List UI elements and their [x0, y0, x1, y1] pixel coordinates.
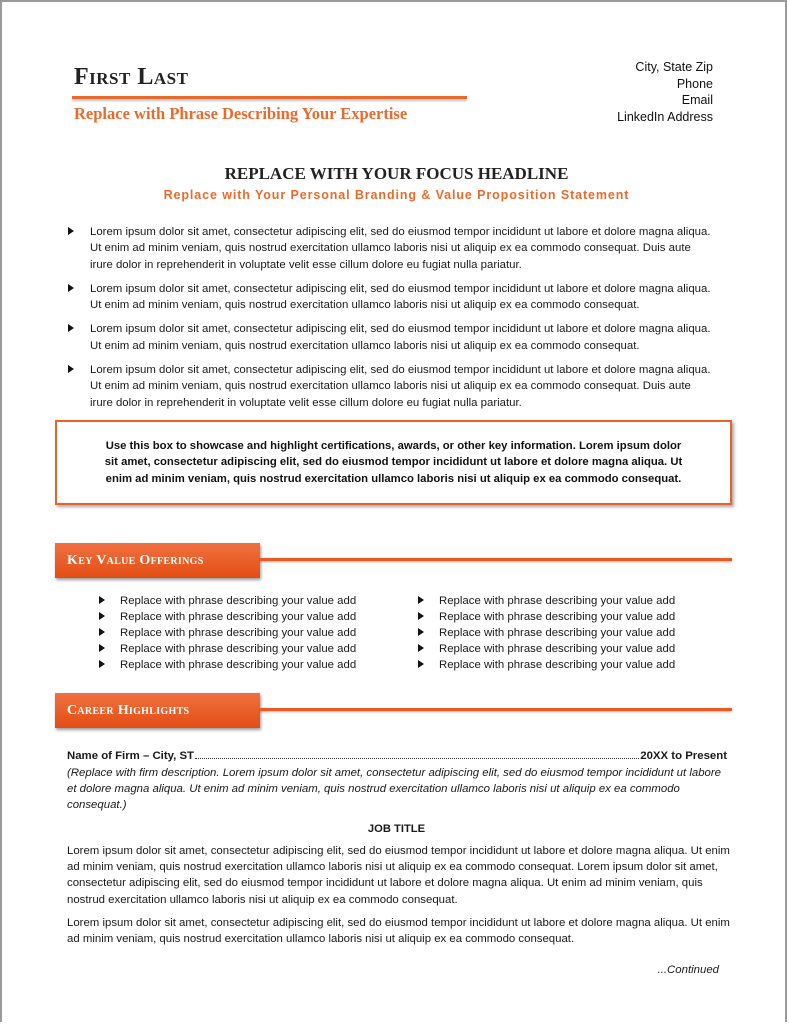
offering-item	[97, 593, 356, 609]
offering-text: Replace with phrase describing your value add	[120, 659, 357, 671]
bullet-arrow-icon	[418, 644, 424, 652]
bullet-arrow-icon	[418, 612, 424, 620]
offering-item	[416, 641, 675, 657]
bullet-arrow-icon	[418, 628, 424, 636]
bullet-text: Lorem ipsum dolor sit amet, consectetur adipiscing elit, sed do eiusmod tempor incididunt ut labore et dolore magna aliqua. Ut enim ad minim veniam, quis nostrud exercitation ullamco laboris nisi ut aliquip ex ea commodo consequat.	[90, 282, 711, 312]
offering-text: Replace with phrase describing your value add	[439, 659, 676, 671]
highlight-box	[55, 420, 732, 505]
offerings-left-column	[97, 593, 356, 673]
offering-text: Replace with phrase describing your value add	[439, 643, 676, 655]
bullet-arrow-icon	[99, 628, 105, 636]
summary-bullet	[66, 281, 716, 314]
summary-bullet	[66, 362, 716, 411]
highlight-text: Use this box to showcase and highlight certifications, awards, or other key information. Lorem ipsum dolor sit amet, consectetur adipiscing elit, sed do eiusmod tempor incididunt ut labore et dolore magna aliqua. Ut enim ad minim veniam, quis nostrud exercitation ullamco laboris nisi ut aliquip ex ea commodo consequat.	[104, 440, 683, 485]
bullet-arrow-icon	[99, 660, 105, 668]
bullet-arrow-icon	[68, 324, 74, 332]
bullet-arrow-icon	[99, 612, 105, 620]
job-title: JOB TITLE	[367, 823, 426, 835]
offering-item	[97, 609, 356, 625]
bullet-arrow-icon	[99, 644, 105, 652]
offering-text: Replace with phrase describing your value add	[439, 611, 676, 623]
name-divider	[72, 96, 467, 99]
continued-note: ...Continued	[657, 964, 719, 976]
offering-item	[416, 657, 675, 673]
contact-phone: Phone	[676, 76, 713, 91]
contact-linkedin: LinkedIn Address	[617, 109, 713, 124]
offering-text: Replace with phrase describing your value add	[439, 627, 676, 639]
offering-text: Replace with phrase describing your value add	[120, 595, 357, 607]
offering-item	[416, 609, 675, 625]
employment-dates: 20XX to Present	[640, 750, 727, 762]
bullet-arrow-icon	[418, 660, 424, 668]
firm-name: Name of Firm – City, ST	[67, 750, 195, 762]
offering-text: Replace with phrase describing your value add	[439, 595, 676, 607]
bullet-arrow-icon	[68, 365, 74, 373]
expertise-phrase: Replace with Phrase Describing Your Expertise	[74, 104, 408, 123]
bullet-text: Lorem ipsum dolor sit amet, consectetur adipiscing elit, sed do eiusmod tempor incididunt ut labore et dolore magna aliqua. Ut enim ad minim veniam, quis nostrud exercitation ullamco laboris nisi ut aliquip ex ea commodo consequat. Duis aute irure dolor in reprehenderit in voluptate velit esse cillum dolore eu fugiat nulla pariatur.	[90, 226, 711, 271]
job-paragraph: Lorem ipsum dolor sit amet, consectetur adipiscing elit, sed do eiusmod tempor incididunt ut labore et dolore magna aliqua. Ut enim ad minim veniam, quis nostrud exercitation ullamco laboris nisi ut aliquip ex ea commodo consequat.	[67, 917, 730, 946]
bullet-arrow-icon	[99, 596, 105, 604]
contact-email: Email	[681, 93, 713, 107]
section-header-career: Career Highlights	[55, 693, 260, 728]
section-rule-career	[260, 708, 732, 711]
offering-item	[97, 657, 356, 673]
branding-statement: Replace with Your Personal Branding & Value Proposition Statement	[163, 188, 630, 202]
offering-text: Replace with phrase describing your value add	[120, 627, 357, 639]
contact-block	[617, 59, 713, 125]
bullet-arrow-icon	[68, 227, 74, 235]
offering-item	[97, 641, 356, 657]
section-header-key-value: Key Value Offerings	[55, 543, 260, 578]
offering-text: Replace with phrase describing your value add	[120, 611, 357, 623]
summary-bullet	[66, 224, 716, 273]
dot-leader	[195, 757, 639, 759]
candidate-name: First Last	[74, 64, 189, 90]
firm-row	[67, 750, 727, 762]
bullet-text: Lorem ipsum dolor sit amet, consectetur adipiscing elit, sed do eiusmod tempor incididunt ut labore et dolore magna aliqua. Ut enim ad minim veniam, quis nostrud exercitation ullamco laboris nisi ut aliquip ex ea commodo consequat. Duis aute irure dolor in reprehenderit in voluptate velit esse cillum dolore eu fugiat nulla pariatur.	[90, 364, 711, 409]
summary-bullets	[66, 224, 716, 419]
firm-description: (Replace with firm description. Lorem ipsum dolor sit amet, consectetur adipiscing elit, sed do eiusmod tempor incididunt ut labore et dolore magna aliqua. Ut enim ad minim veniam, quis nostrud exercitation ullamco laboris nisi ut aliquip ex ea commodo consequat.)	[67, 767, 722, 812]
offering-item	[97, 625, 356, 641]
offering-text: Replace with phrase describing your value add	[120, 643, 357, 655]
section-rule-key-value	[260, 558, 732, 561]
job-paragraph: Lorem ipsum dolor sit amet, consectetur adipiscing elit, sed do eiusmod tempor incididunt ut labore et dolore magna aliqua. Ut enim ad minim veniam, quis nostrud exercitation ullamco laboris nisi ut aliquip ex ea commodo consequat. Lorem ipsum dolor sit amet, consectetur adipiscing elit, sed do eiusmod tempor incididunt ut labore et dolore magna aliqua. Ut enim ad minim veniam, quis nostrud exercitation ullamco laboris nisi ut aliquip ex ea commodo consequat.	[67, 845, 730, 906]
focus-headline: REPLACE WITH YOUR FOCUS HEADLINE	[224, 164, 569, 183]
offering-item	[416, 625, 675, 641]
offerings-right-column	[416, 593, 675, 673]
summary-bullet	[66, 321, 716, 354]
bullet-text: Lorem ipsum dolor sit amet, consectetur adipiscing elit, sed do eiusmod tempor incididunt ut labore et dolore magna aliqua. Ut enim ad minim veniam, quis nostrud exercitation ullamco laboris nisi ut aliquip ex ea commodo consequat.	[90, 323, 711, 352]
contact-location: City, State Zip	[635, 60, 713, 74]
bullet-arrow-icon	[68, 284, 74, 292]
offering-item	[416, 593, 675, 609]
bullet-arrow-icon	[418, 596, 424, 604]
